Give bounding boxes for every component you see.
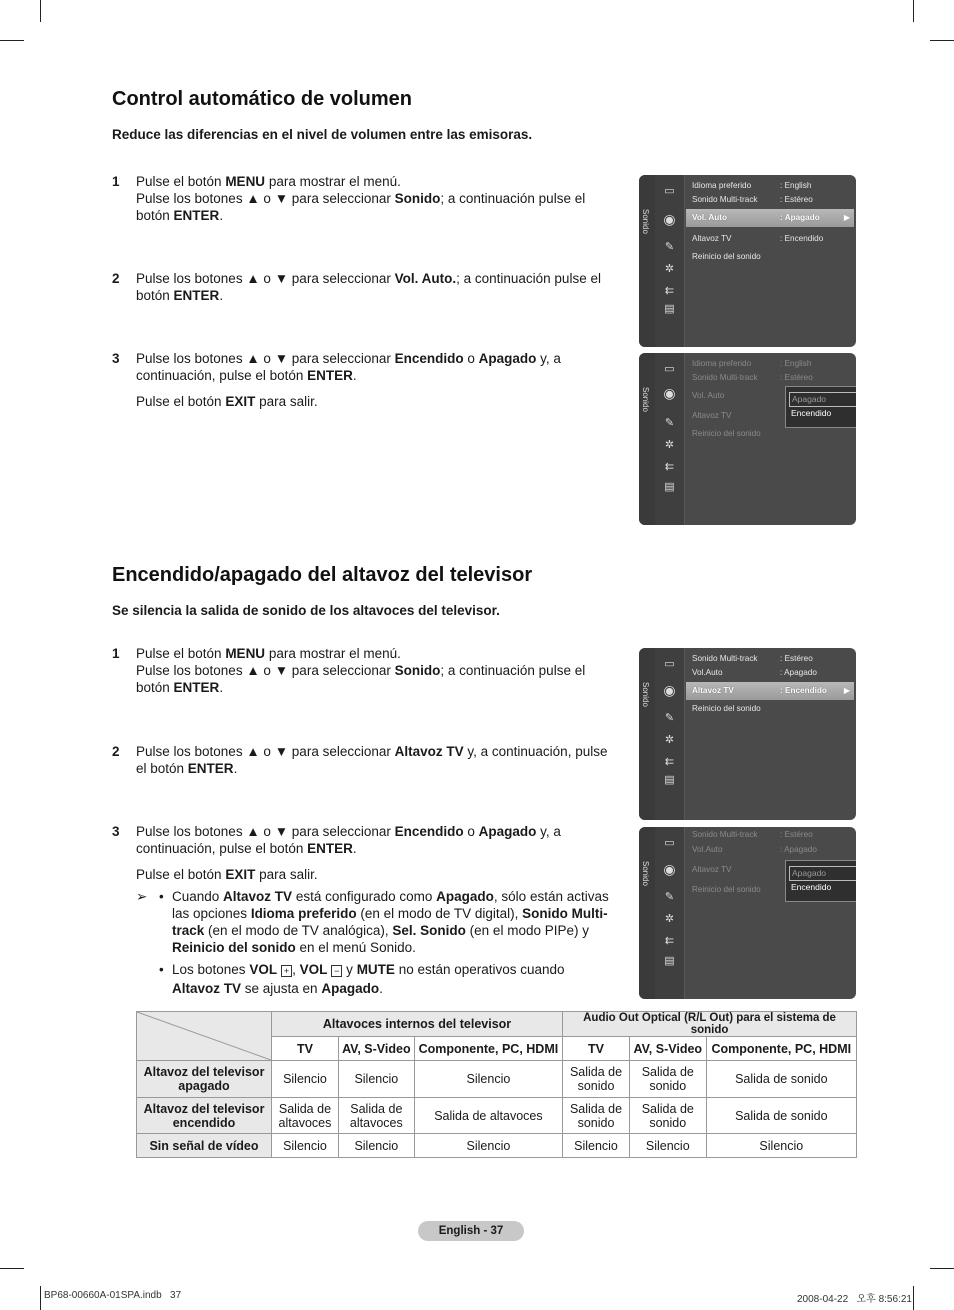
step-text: Pulse los botones ▲ o ▼ para seleccionar Vol. Auto.; a continuación pulse el botón ENTER.: [136, 271, 601, 303]
section1-lead: Reduce las diferencias en el nivel de volumen entre las emisoras.: [112, 127, 533, 142]
application-icon: ▤: [664, 481, 675, 493]
table-group-header: Audio Out Optical (R/L Out) para el sistema de sonido: [563, 1012, 857, 1037]
imprint-file: BP68-00660A-01SPA.indb 37: [44, 1290, 182, 1301]
menu-row: Vol. Auto: [692, 391, 725, 400]
menu-side-label: Sonido: [641, 387, 650, 412]
diagonal-line-icon: [137, 1012, 271, 1060]
speaker-table: [136, 1011, 857, 1158]
menu-row: Sonido Multi-track : Estéreo: [692, 654, 813, 663]
table-cell: Salida de sonido: [629, 1098, 706, 1134]
menu-row: Altavoz TV: [692, 411, 732, 420]
note-arrow-icon: ➢: [136, 889, 148, 904]
menu-row-selected[interactable]: Vol. Auto : Apagado ▶: [686, 209, 854, 227]
table-col-header: TV: [563, 1037, 630, 1061]
step-text: Pulse el botón MENU para mostrar el menú. Pulse los botones ▲ o ▼ para seleccionar Sonido; a continuación pulse el botón ENTER.: [136, 646, 586, 695]
picture-icon: ▭: [664, 658, 675, 670]
table-row: [137, 1134, 857, 1158]
sound-icon: ◉: [663, 861, 676, 877]
menu-row: Reinicio del sonido: [692, 252, 761, 261]
input-icon: ⇇: [664, 461, 675, 473]
option-popup: [785, 386, 856, 428]
arrow-right-icon: ▶: [843, 213, 850, 222]
section1-exit-text: Pulse el botón EXIT para salir.: [136, 394, 318, 409]
menu-side-label: Sonido: [641, 682, 650, 707]
tv-menu-vol-auto-options: [639, 353, 856, 525]
step-text: Pulse los botones ▲ o ▼ para seleccionar Altavoz TV y, a continuación, pulse el botón ENTER.: [136, 744, 608, 776]
setup-icon: ✲: [664, 263, 675, 275]
option-off[interactable]: Apagado: [789, 866, 856, 881]
table-row: [137, 1061, 857, 1098]
channel-icon: ✎: [664, 891, 675, 903]
table-col-header: Componente, PC, HDMI: [706, 1037, 856, 1061]
setup-icon: ✲: [664, 913, 675, 925]
setup-icon: ✲: [664, 734, 675, 746]
imprint-date: 2008-04-22 오후 8:56:21: [797, 1294, 912, 1305]
table-row-header: Sin señal de vídeo: [137, 1134, 272, 1158]
section2-title: Encendido/apagado del altavoz del televisor: [112, 564, 533, 586]
menu-row: Sonido Multi-track : Estéreo: [692, 830, 813, 839]
note-bullet: •: [159, 962, 164, 977]
menu-row: Idioma preferido : English: [692, 359, 812, 368]
application-icon: ▤: [664, 303, 675, 315]
step-number: 1: [112, 174, 120, 189]
step-number: 2: [112, 744, 120, 759]
note-1: Cuando Altavoz TV está configurado como Apagado, sólo están activas las opciones Idioma preferido (en el modo de TV digital), Sonido Multi- track (en el modo de TV analógica), Sel. Sonido (en el modo PIPe) y Reinicio del sonido en el menú Sonido.: [172, 889, 609, 955]
section2-exit-text: Pulse el botón EXIT para salir.: [136, 867, 318, 882]
application-icon: ▤: [664, 955, 675, 967]
table-cell: Silencio: [338, 1134, 414, 1158]
tv-menu-altavoz-options: [639, 827, 856, 999]
option-on[interactable]: Encendido: [791, 408, 832, 418]
picture-icon: ▭: [664, 363, 675, 375]
table-cell: Silencio: [706, 1134, 856, 1158]
step-number: 3: [112, 824, 120, 839]
input-icon: ⇇: [664, 935, 675, 947]
table-col-header: AV, S-Video: [629, 1037, 706, 1061]
step-number: 1: [112, 646, 120, 661]
input-icon: ⇇: [664, 285, 675, 297]
sound-icon: ◉: [663, 682, 676, 698]
menu-row: Altavoz TV : Encendido: [692, 234, 824, 243]
menu-row: Reinicio del sonido: [692, 704, 761, 713]
table-col-header: AV, S-Video: [338, 1037, 414, 1061]
table-cell: Silencio: [338, 1061, 414, 1098]
menu-side-label: Sonido: [641, 861, 650, 886]
application-icon: ▤: [664, 774, 675, 786]
table-cell: Salida de altavoces: [338, 1098, 414, 1134]
menu-row: Vol.Auto : Apagado: [692, 668, 817, 677]
step-number: 3: [112, 351, 120, 366]
menu-row: Idioma preferido : English: [692, 181, 812, 190]
table-cell: Salida de altavoces: [272, 1098, 339, 1134]
step-number: 2: [112, 271, 120, 286]
menu-row: Sonido Multi-track : Estéreo: [692, 195, 813, 204]
sound-icon: ◉: [663, 385, 676, 401]
picture-icon: ▭: [664, 837, 675, 849]
section1-title: Control automático de volumen: [112, 88, 413, 110]
input-icon: ⇇: [664, 756, 675, 768]
menu-row: Altavoz TV: [692, 865, 732, 874]
menu-row-selected[interactable]: Altavoz TV : Encendido ▶: [686, 682, 854, 700]
picture-icon: ▭: [664, 185, 675, 197]
option-on[interactable]: Encendido: [791, 882, 832, 892]
menu-row: Reinicio del sonido: [692, 885, 761, 894]
setup-icon: ✲: [664, 439, 675, 451]
tv-menu-altavoz: [639, 648, 856, 820]
table-cell: Salida de altavoces: [414, 1098, 562, 1134]
table-group-header: Altavoces internos del televisor: [272, 1012, 563, 1037]
table-corner: [137, 1012, 272, 1061]
table-cell: Silencio: [563, 1134, 630, 1158]
menu-row: Reinicio del sonido: [692, 429, 761, 438]
table-cell: Salida de sonido: [563, 1098, 630, 1134]
table-cell: Salida de sonido: [629, 1061, 706, 1098]
sound-icon: ◉: [663, 211, 676, 227]
table-cell: Silencio: [272, 1061, 339, 1098]
channel-icon: ✎: [664, 417, 675, 429]
table-row-header: Altavoz del televisor apagado: [137, 1061, 272, 1098]
table-cell: Silencio: [272, 1134, 339, 1158]
arrow-right-icon: ▶: [843, 686, 850, 695]
table-row: [137, 1098, 857, 1134]
table-cell: Silencio: [414, 1134, 562, 1158]
page-number-badge: English - 37: [418, 1221, 524, 1241]
menu-row: Sonido Multi-track : Estéreo: [692, 373, 813, 382]
table-row-header: Altavoz del televisor encendido: [137, 1098, 272, 1134]
table-cell: Silencio: [414, 1061, 562, 1098]
table-cell: Salida de sonido: [706, 1098, 856, 1134]
table-cell: Salida de sonido: [706, 1061, 856, 1098]
step-text: Pulse los botones ▲ o ▼ para seleccionar Encendido o Apagado y, a continuación, pulse el botón ENTER.: [136, 351, 561, 383]
menu-row: Vol.Auto : Apagado: [692, 845, 817, 854]
option-popup: [785, 860, 856, 902]
menu-side-label: Sonido: [641, 209, 650, 234]
option-off[interactable]: Apagado: [789, 392, 856, 407]
table-col-header: Componente, PC, HDMI: [414, 1037, 562, 1061]
section2-lead: Se silencia la salida de sonido de los altavoces del televisor.: [112, 603, 500, 618]
step-text: Pulse el botón MENU para mostrar el menú. Pulse los botones ▲ o ▼ para seleccionar Sonido; a continuación pulse el botón ENTER.: [136, 174, 586, 223]
tv-menu-vol-auto: [639, 175, 856, 347]
note-bullet: •: [159, 889, 164, 904]
table-cell: Silencio: [629, 1134, 706, 1158]
note-2: Los botones VOL + , VOL − y MUTE no están operativos cuando Altavoz TV se ajusta en Apagado.: [172, 962, 565, 996]
table-col-header: TV: [272, 1037, 339, 1061]
channel-icon: ✎: [664, 712, 675, 724]
table-cell: Salida de sonido: [563, 1061, 630, 1098]
step-text: Pulse los botones ▲ o ▼ para seleccionar Encendido o Apagado y, a continuación, pulse el botón ENTER.: [136, 824, 561, 856]
channel-icon: ✎: [664, 241, 675, 253]
